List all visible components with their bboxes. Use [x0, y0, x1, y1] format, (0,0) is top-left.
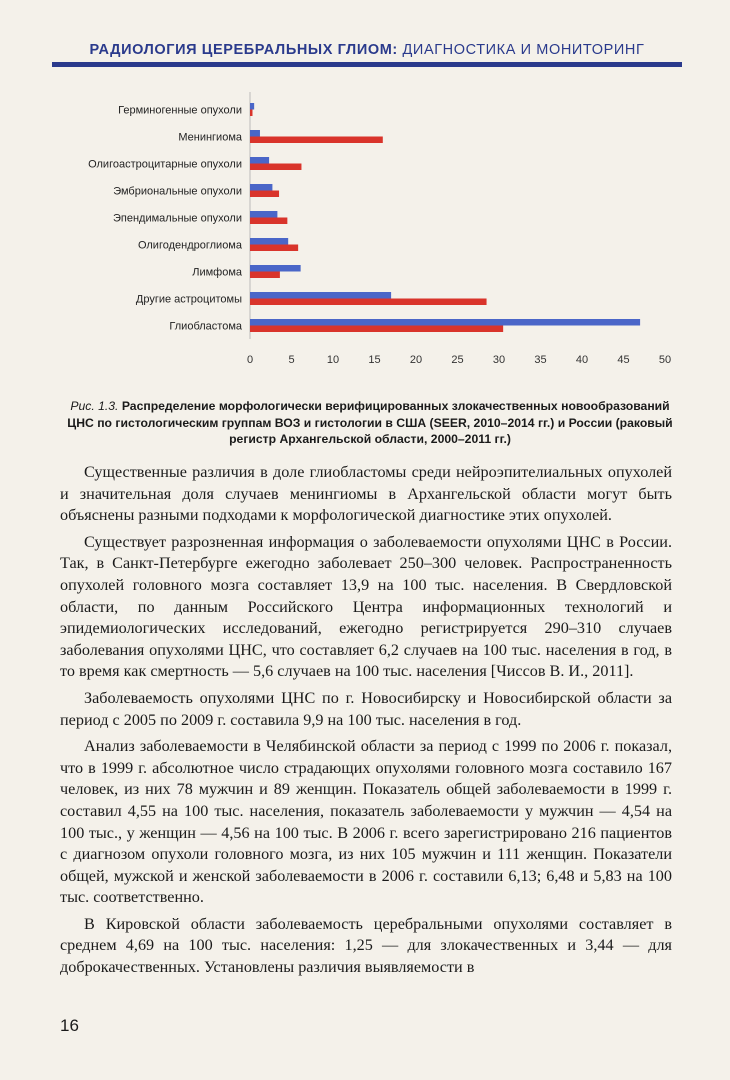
bar-usa: [250, 103, 254, 110]
bar-rf: [250, 245, 298, 252]
paragraph: Существенные различия в доле глиобластомы среди нейроэпителиальных опухолей и значительная доля случаев менингиомы в Архангельской области могут быть объяснены разными подходами к морфологической диагностике этих опухолей.: [60, 463, 672, 525]
paragraph: Заболеваемость опухолями ЦНС по г. Новосибирску и Новосибирской области за период с 2005 по 2009 г. составила 9,9 на 100 тыс. населения в год.: [60, 688, 672, 729]
caption-text: Распределение морфологически верифицированных злокачественных новообразований ЦНС по гистологическим группам ВОЗ и гистологии в США (SEER, 2010–2014 гг.) и России (раковый регистр Архангельской области, 2000–2011 гг.): [67, 399, 673, 446]
x-tick-label: 35: [534, 354, 547, 366]
category-label: Герминогенные опухоли: [118, 104, 242, 117]
body-text: [60, 462, 672, 984]
x-tick-label: 15: [368, 354, 381, 366]
header-title-rest: ДИАГНОСТИКА И МОНИТОРИНГ: [402, 42, 645, 58]
x-tick-label: 0: [246, 354, 254, 366]
paragraph: Существует разрозненная информация о заболеваемости опухолями ЦНС в России. Так, в Санкт-Петербурге ежегодно заболевает 250–300 человек. Распространенность опухолей головного мозга составляет 13,9 на 100 тыс. населения. В Свердловской области, по данным Российского Центра информационных технологий и эпидемиологических исследований, ежегодно регистрируется 290–310 случаев заболевания опухолями ЦНС, что составляет 6,2 случаев на 100 тыс. населения в год, в то время как смертность — 5,6 случаев на 100 тыс. населения [Чиссов В. И., 2011].: [60, 532, 672, 681]
bar-usa: [250, 292, 391, 299]
x-tick-label: 30: [492, 354, 506, 366]
x-tick-label: 10: [326, 354, 340, 366]
bar-rf: [250, 218, 287, 225]
bar-rf: [250, 326, 503, 333]
category-label: Лимфома: [192, 266, 242, 279]
bar-rf: [250, 164, 301, 171]
x-tick-label: 20: [409, 354, 423, 366]
bar-chart: [60, 88, 680, 388]
x-tick-label: 50: [658, 354, 672, 366]
bar-rf: [250, 272, 280, 279]
bar-usa: [250, 211, 277, 218]
caption-label: Рис. 1.3.: [70, 399, 119, 413]
running-header: [52, 42, 682, 58]
bar-rf: [250, 191, 279, 198]
header-rule: [52, 62, 682, 67]
bar-usa: [250, 157, 269, 164]
bar-rf: [250, 137, 383, 144]
paragraph: Анализ заболеваемости в Челябинской области за период с 1999 по 2006 г. показал, что в 1999 г. абсолютное число страдающих опухолями головного мозга составило 167 человек, из них 78 мужчин и 89 женщин. Показатель общей заболеваемости в 1999 г. составил 4,55 на 100 тыс. населения, показатель заболеваемости у мужчин — 4,54 на 100 тыс., у женщин — 4,56 на 100 тыс. В 2006 г. всего зарегистрировано 216 пациентов с диагнозом опухоли головного мозга, из них 105 мужчин и 111 женщин. Показатели общей, мужской и женской заболеваемости в 2006 г. составили 6,13; 6,48 и 5,83 на 100 тыс. соответственно.: [60, 737, 672, 907]
category-label: Олигоастроцитарные опухоли: [88, 158, 242, 171]
page-number: 16: [60, 1016, 79, 1035]
category-label: Эпендимальные опухоли: [113, 212, 242, 225]
x-tick-label: 40: [575, 354, 589, 366]
x-tick-label: 25: [451, 354, 464, 366]
category-label: Другие астроцитомы: [135, 293, 242, 306]
bar-usa: [250, 319, 640, 326]
category-label: Олигодендроглиома: [137, 239, 242, 252]
header-title-bold: РАДИОЛОГИЯ ЦЕРЕБРАЛЬНЫХ ГЛИОМ:: [89, 42, 398, 58]
x-tick-label: 5: [288, 354, 295, 366]
x-tick-label: 45: [617, 354, 630, 366]
bar-usa: [250, 238, 288, 245]
bar-rf: [250, 299, 487, 306]
bar-usa: [250, 184, 272, 191]
category-label: Менингиома: [178, 131, 242, 144]
bar-usa: [250, 130, 260, 137]
category-label: Эмбриональные опухоли: [113, 185, 242, 198]
category-label: Глиобластома: [169, 320, 242, 333]
paragraph: В Кировской области заболеваемость церебральными опухолями составляет в среднем 4,69 на 100 тыс. населения: 1,25 — для злокачественных и 3,44 — для доброкачественных. Установлены различия выявляемости в: [60, 914, 672, 977]
figure-caption: [60, 398, 680, 448]
bar-rf: [250, 110, 252, 117]
bar-usa: [250, 265, 301, 272]
